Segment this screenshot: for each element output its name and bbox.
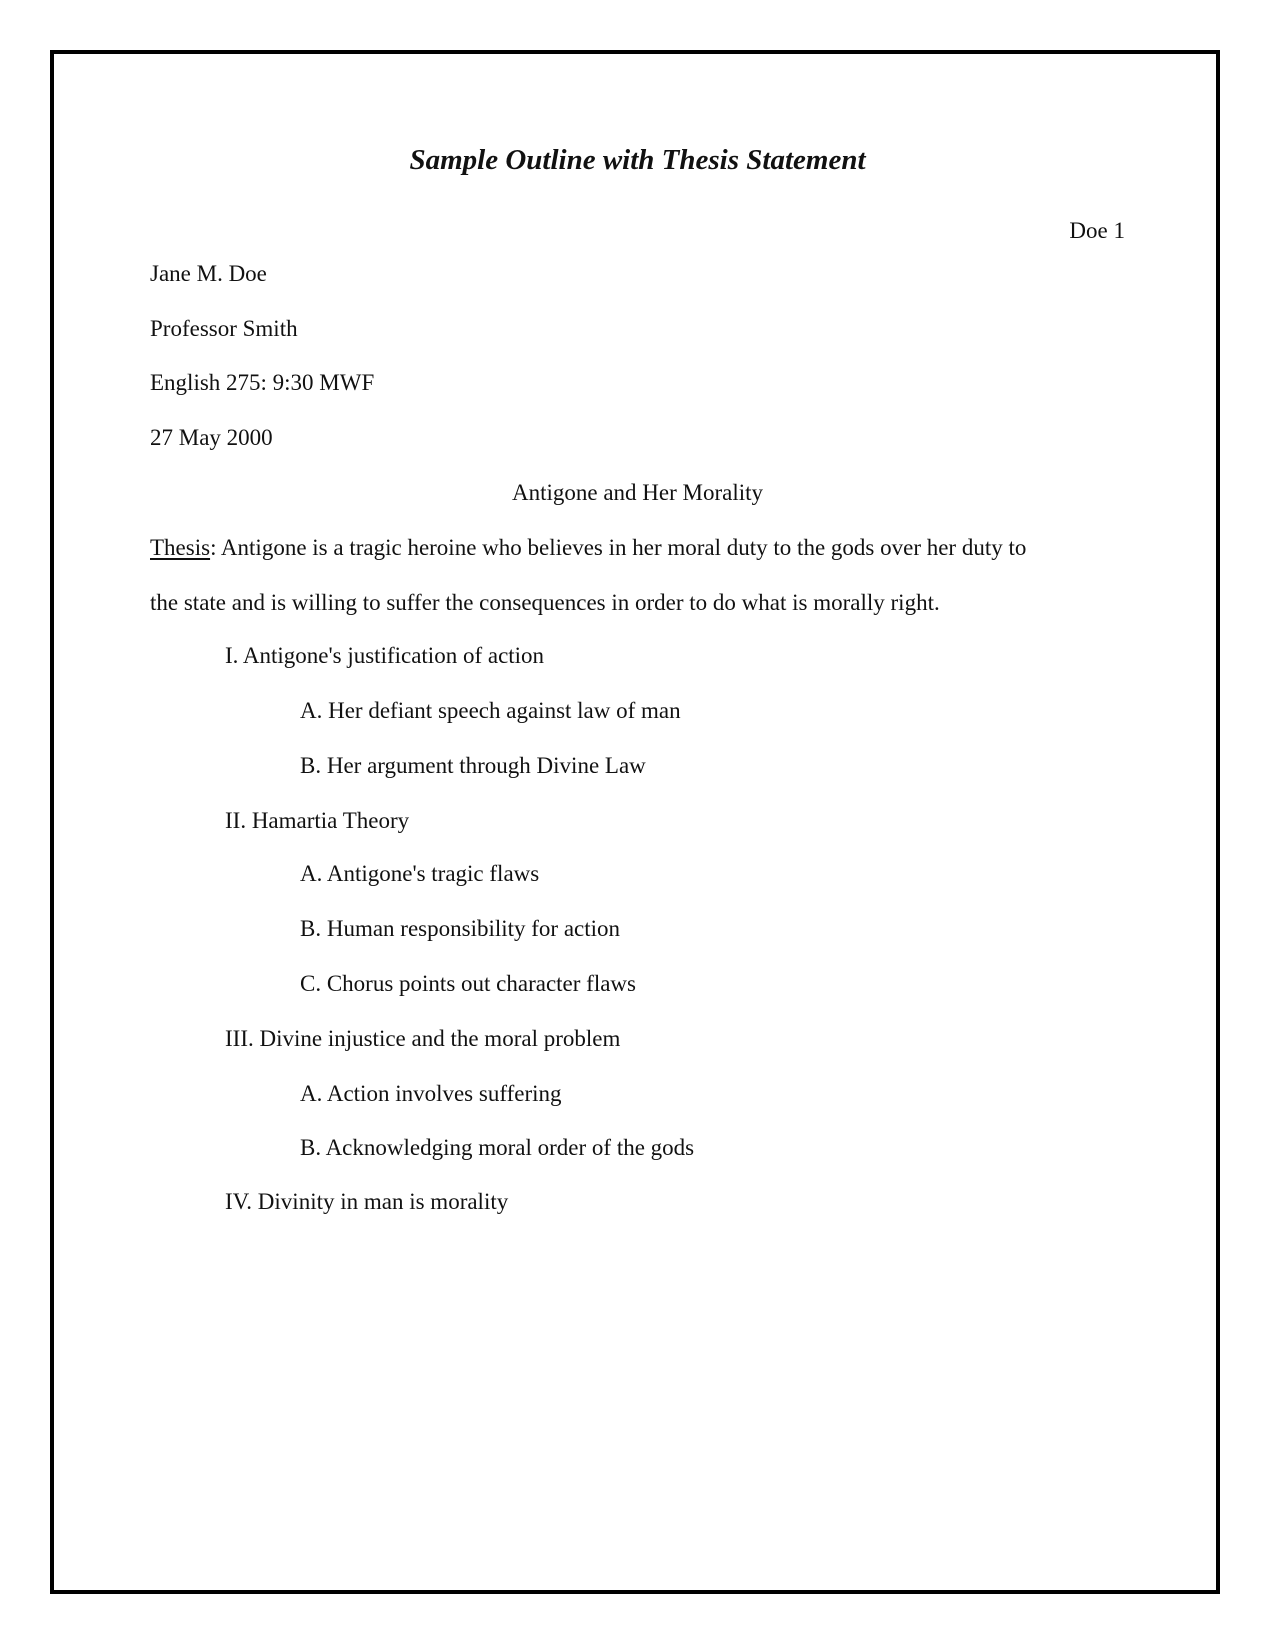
professor-name: Professor Smith — [150, 316, 298, 341]
outline-section-3: III. Divine injustice and the moral problem — [225, 1026, 621, 1051]
outline-item-2b: B. Human responsibility for action — [300, 916, 621, 941]
student-name: Jane M. Doe — [150, 261, 267, 286]
date: 27 May 2000 — [150, 425, 273, 450]
thesis-line-2: the state and is willing to suffer the consequences in order to do what is morally right. — [150, 590, 940, 615]
outline-item-3b: B. Acknowledging moral order of the gods — [300, 1135, 695, 1160]
outline-item-3a: A. Action involves suffering — [300, 1081, 562, 1106]
paper-title: Antigone and Her Morality — [511, 480, 764, 505]
outline-item-2a: A. Antigone's tragic flaws — [300, 861, 540, 886]
document-heading: Sample Outline with Thesis Statement — [409, 144, 866, 176]
course-info: English 275: 9:30 MWF — [150, 370, 375, 395]
outline-section-4: IV. Divinity in man is morality — [225, 1189, 509, 1214]
outline-item-1a: A. Her defiant speech against law of man — [300, 698, 681, 723]
outline-item-1b: B. Her argument through Divine Law — [300, 753, 646, 778]
page-number: Doe 1 — [1069, 218, 1125, 243]
thesis-text-1: Antigone is a tragic heroine who believes in her moral duty to the gods over her duty to — [216, 535, 1027, 560]
outline-section-2: II. Hamartia Theory — [225, 808, 410, 833]
outline-item-2c: C. Chorus points out character flaws — [300, 971, 636, 996]
thesis-line-1 — [150, 533, 1026, 563]
thesis-label: Thesis — [150, 535, 211, 560]
thesis-colon: : — [210, 535, 217, 560]
outline-section-1: I. Antigone's justification of action — [225, 643, 545, 668]
